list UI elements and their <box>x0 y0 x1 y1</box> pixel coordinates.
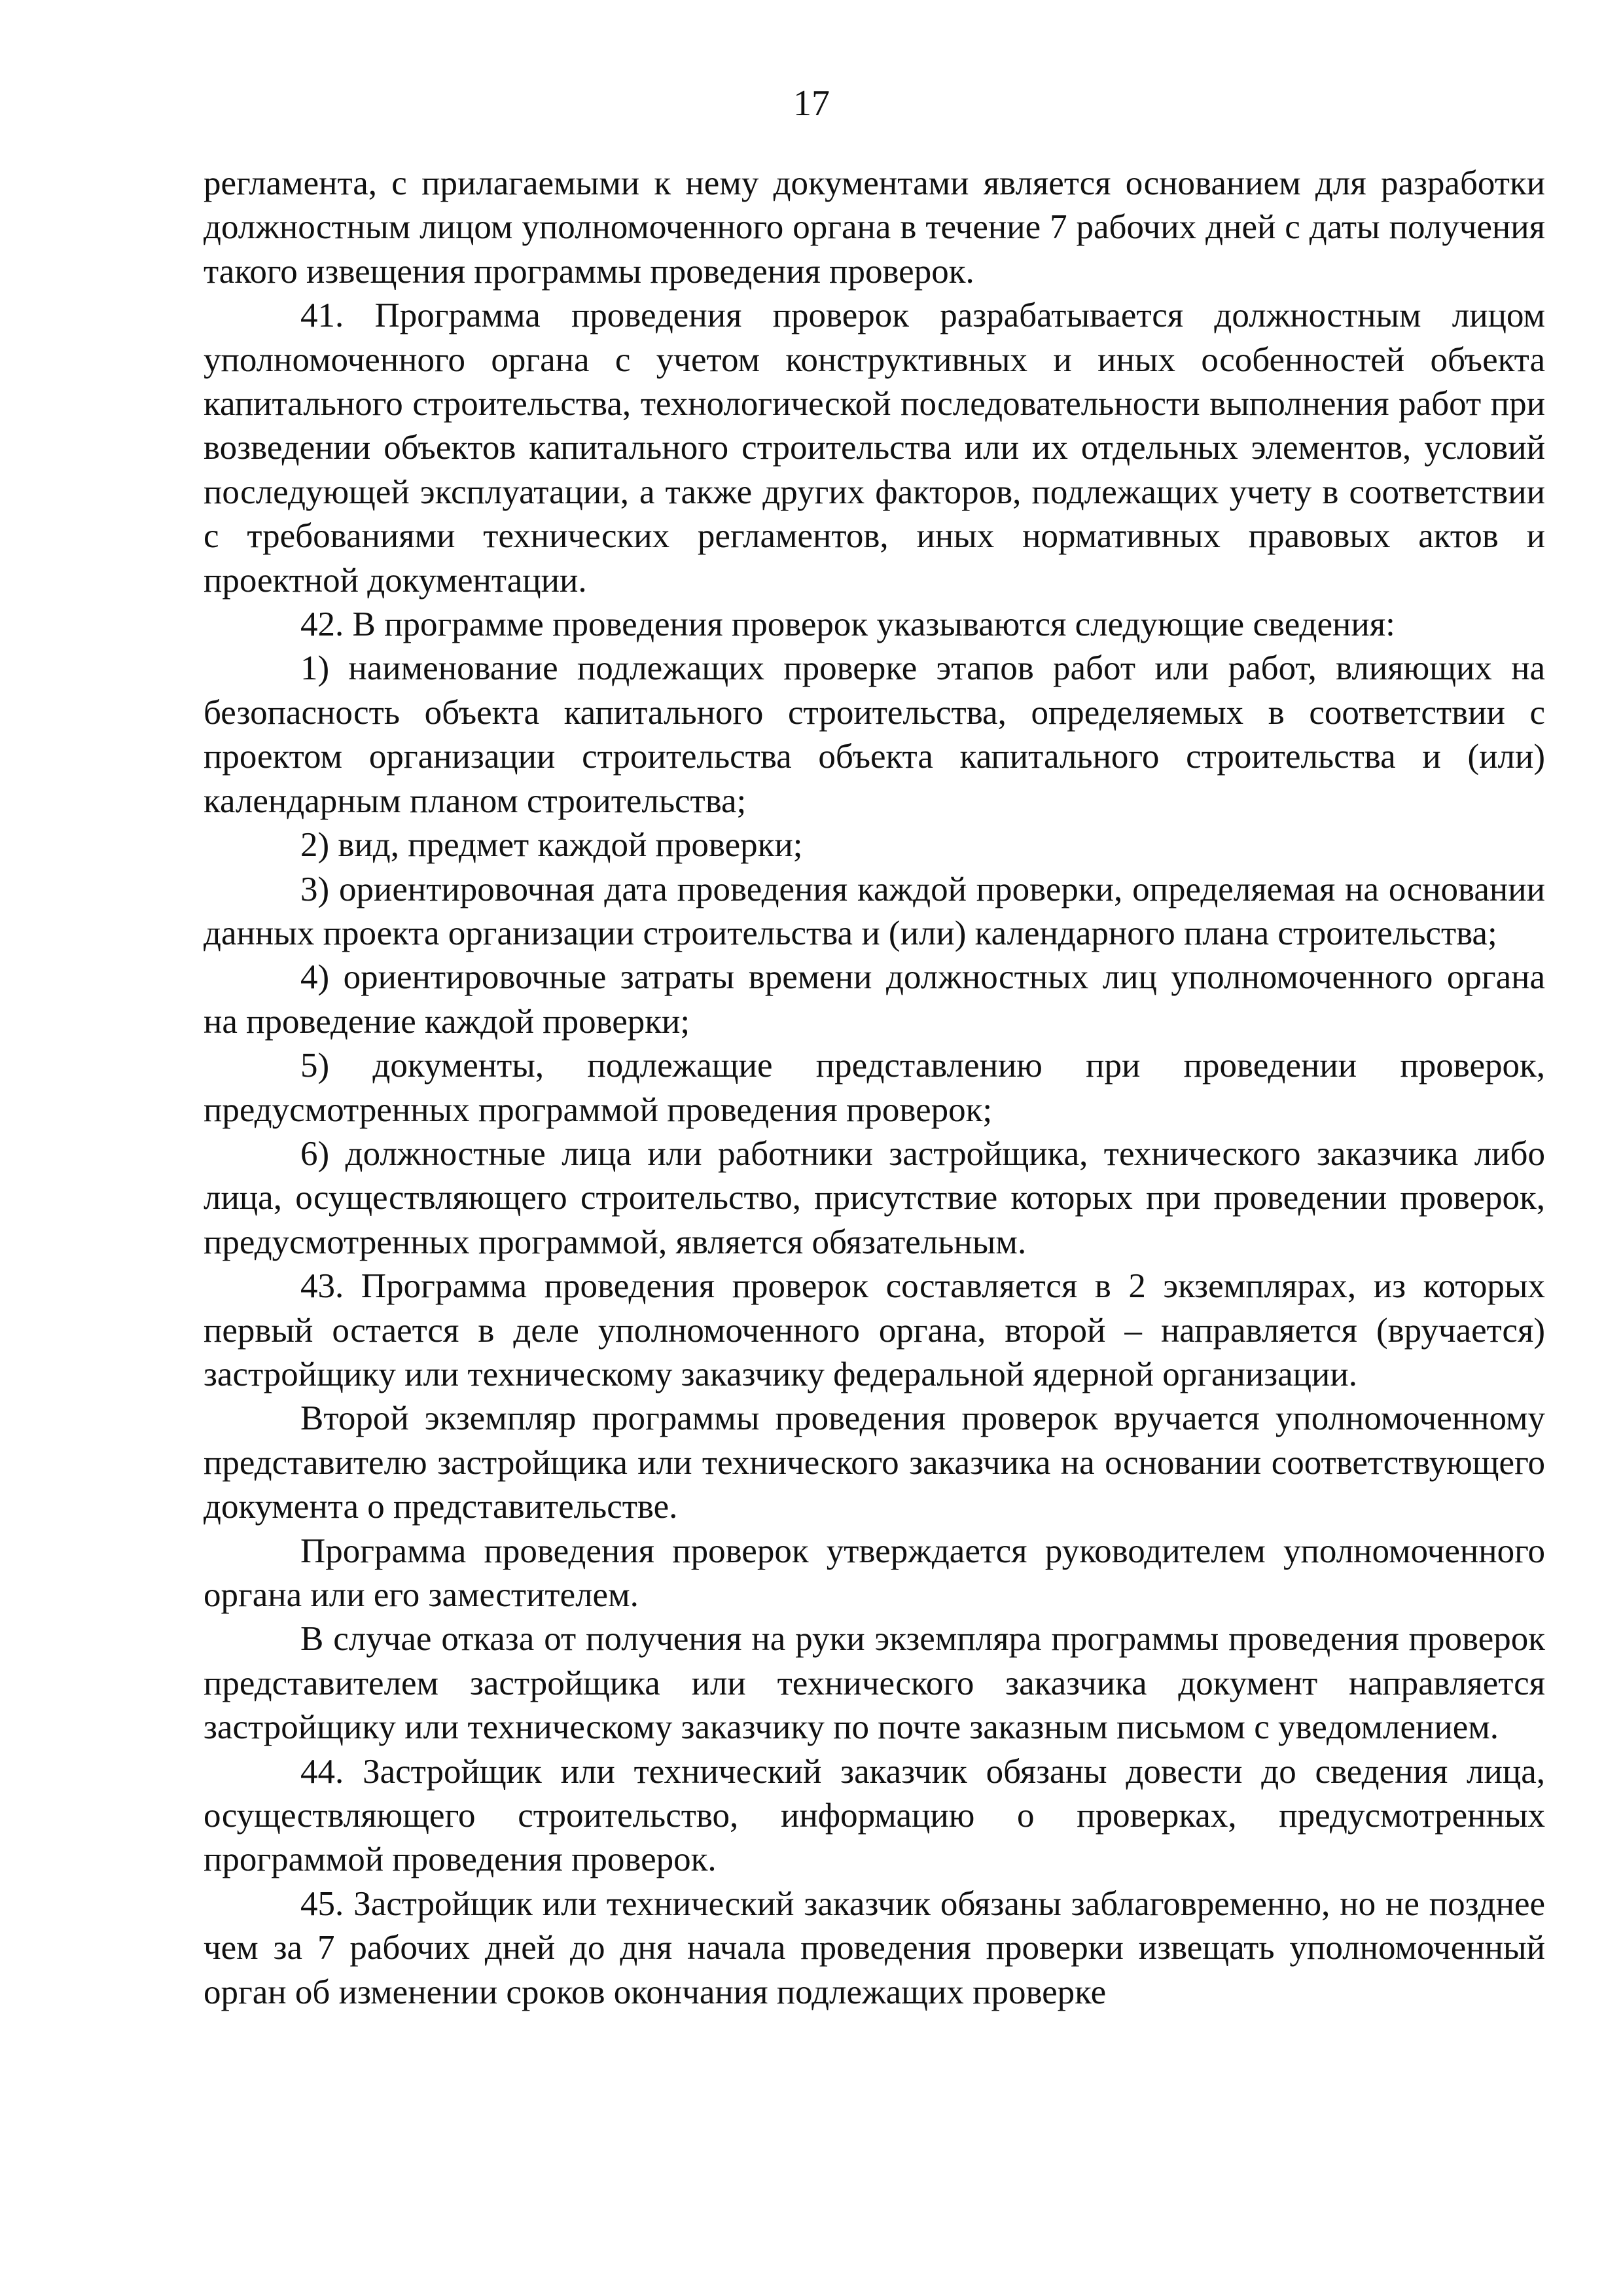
list-item-1: 1) наименование подлежащих проверке этапов работ или работ, влияющих на безопасность объекта капитального строительства, определяемых в соответствии с проектом организации строительства объекта капитального строительства и (или) календарным планом строительства; <box>204 649 1545 820</box>
paragraph-43-second-copy: Второй экземпляр программы проведения проверок вручается уполномоченному представителю застройщика или технического заказчика на основании соответствующего документа о представительстве. <box>204 1399 1545 1526</box>
paragraph-43-refusal: В случае отказа от получения на руки экземпляра программы проведения проверок представителем застройщика или технического заказчика документ направляется застройщику или техническому заказчику по почте заказным письмом с уведомлением. <box>204 1620 1545 1747</box>
list-item-6: 6) должностные лица или работники застройщика, технического заказчика либо лица, осуществляющего строительство, присутствие которых при проведении проверок, предусмотренных программой, является обязательным. <box>204 1134 1545 1261</box>
list-item-3: 3) ориентировочная дата проведения каждой проверки, определяемая на основании данных проекта организации строительства и (или) календарного плана строительства; <box>204 870 1545 952</box>
list-item-2: 2) вид, предмет каждой проверки; <box>300 826 803 865</box>
list-item-4: 4) ориентировочные затраты времени должностных лиц уполномоченного органа на проведение каждой проверки; <box>204 958 1545 1041</box>
paragraph-continuation: регламента, с прилагаемыми к нему документами является основанием для разработки должностным лицом уполномоченного органа в течение 7 рабочих дней с даты получения такого извещения программы проведения проверок. <box>204 164 1545 291</box>
list-item-5: 5) документы, подлежащие представлению при проведении проверок, предусмотренных программой проведения проверок; <box>204 1047 1545 1129</box>
paragraph-41: 41. Программа проведения проверок разрабатывается должностным лицом уполномоченного органа с учетом конструктивных и иных особенностей объекта капитального строительства, технологической последовательности выполнения работ при возведении объектов капитального строительства или их отдельных элементов, условий последующей эксплуатации, а также других факторов, подлежащих учету в соответствии с требованиями технических регламентов, иных нормативных правовых актов и проектной документации. <box>204 296 1545 600</box>
paragraph-42: 42. В программе проведения проверок указываются следующие сведения: <box>300 605 1395 644</box>
paragraph-45: 45. Застройщик или технический заказчик обязаны заблаговременно, но не позднее чем за 7 рабочих дней до дня начала проведения проверки извещать уполномоченный орган об изменении сроков окончания подлежащих проверке <box>204 1884 1545 2011</box>
paragraph-43: 43. Программа проведения проверок составляется в 2 экземплярах, из которых первый остается в деле уполномоченного органа, второй – направляется (вручается) застройщику или техническому заказчику федеральной ядерной организации. <box>204 1267 1545 1393</box>
paragraph-44: 44. Застройщик или технический заказчик обязаны довести до сведения лица, осуществляющего строительство, информацию о проверках, предусмотренных программой проведения проверок. <box>204 1752 1545 1879</box>
page-number: 17 <box>793 83 830 124</box>
paragraph-43-approval: Программа проведения проверок утверждается руководителем уполномоченного органа или его заместителем. <box>204 1532 1545 1614</box>
document-body <box>204 162 1545 2015</box>
